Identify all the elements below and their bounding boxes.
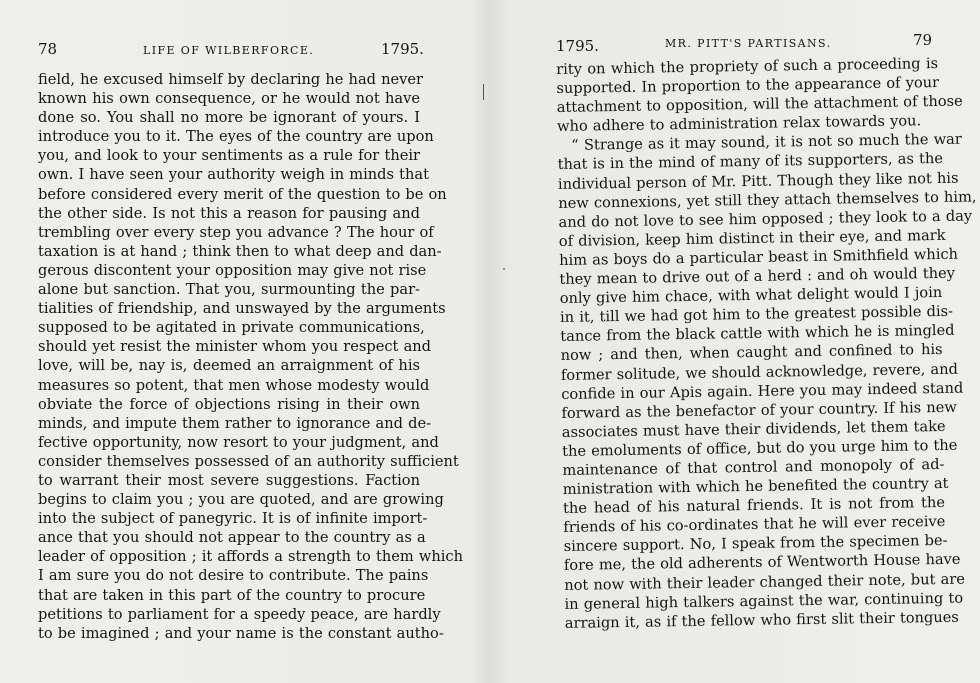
text-line: consider themselves possessed of an authority sufficient bbox=[38, 452, 459, 470]
text-line: and do not love to see him opposed ; they look to a day bbox=[558, 207, 973, 231]
text-line: to be imagined ; and your name is the constant autho- bbox=[38, 624, 444, 642]
text-line: you, and look to your sentiments as a rule for their bbox=[38, 147, 420, 165]
text-line: supposed to be agitated in private communications, bbox=[38, 319, 425, 337]
text-line: former solitude, we should acknowledge, revere, and bbox=[560, 360, 959, 384]
text-line: now ; and then, when caught and confined to his bbox=[560, 341, 943, 365]
right-page-number: 79 bbox=[913, 31, 933, 49]
text-line: love, will be, nay is, deemed an arraignment of his bbox=[38, 357, 420, 375]
right-page-header bbox=[492, 31, 980, 55]
text-line: into the subject of panegyric. It is of infinite import- bbox=[38, 510, 428, 528]
right-running-title: MR. PITT'S PARTISANS. bbox=[665, 37, 832, 50]
text-line: tialities of friendship, and unswayed by the arguments bbox=[38, 300, 446, 318]
right-header-year: 1795. bbox=[556, 37, 599, 55]
text-line: not now with their leader changed their note, but are bbox=[564, 570, 966, 594]
text-line: only give him chace, with what delight would I join bbox=[559, 284, 943, 308]
text-line: that is in the mind of many of its supporters, as the bbox=[557, 150, 944, 174]
text-line: him as boys do a particular beast in Smithfield which bbox=[559, 245, 959, 269]
text-line: known his own consequence, or he would not have bbox=[38, 90, 420, 108]
text-line: to warrant their most severe suggestions. Faction bbox=[38, 471, 420, 489]
text-line: begins to claim you ; you are quoted, and are growing bbox=[38, 491, 444, 509]
text-line: trembling over every step you advance ? The hour of bbox=[38, 223, 434, 241]
left-running-title: LIFE OF WILBERFORCE. bbox=[143, 44, 315, 57]
right-page bbox=[492, 0, 980, 683]
text-line: in general high talkers against the war, continuing to bbox=[564, 589, 964, 613]
text-line: sincere support. No, I speak from the specimen be- bbox=[563, 532, 948, 556]
text-line: “ Strange as it may sound, it is not so much the war bbox=[571, 131, 962, 155]
left-page bbox=[0, 0, 486, 683]
right-page-body bbox=[556, 54, 977, 633]
text-line: who adhere to administration relax towards you. bbox=[556, 112, 922, 136]
text-line: before considered every merit of the question to be on bbox=[38, 185, 447, 203]
text-line: associates must have their dividends, let them take bbox=[561, 417, 946, 441]
text-line: fective opportunity, now resort to your judgment, and bbox=[38, 433, 439, 451]
text-line: own. I have seen your authority weigh in minds that bbox=[38, 166, 429, 184]
text-line: fore me, the old adherents of Wentworth House have bbox=[563, 551, 961, 575]
text-line: supported. In proportion to the appearance of your bbox=[556, 74, 940, 98]
text-line: the other side. Is not this a reason for pausing and bbox=[38, 204, 420, 222]
text-line: maintenance of that control and monopoly of ad- bbox=[562, 455, 945, 479]
text-line: the emoluments of office, but do you urge him to the bbox=[562, 436, 958, 460]
left-header-year: 1795. bbox=[381, 40, 424, 58]
text-line: new connexions, yet still they attach themselves to him, bbox=[558, 188, 977, 212]
text-line: rity on which the propriety of such a proceeding is bbox=[556, 54, 939, 78]
text-line: petitions to parliament for a speedy peace, are hardly bbox=[38, 605, 441, 623]
left-page-number: 78 bbox=[38, 40, 58, 58]
text-line: in it, till we had got him to the greatest possible dis- bbox=[559, 303, 954, 327]
text-line: done so. You shall no more be ignorant of yours. I bbox=[38, 109, 420, 127]
text-line: taxation is at hand ; think then to what deep and dan- bbox=[38, 242, 442, 260]
text-line: measures so potent, that men whose modesty would bbox=[38, 376, 430, 394]
text-line: ance that you should not appear to the country as a bbox=[38, 529, 426, 547]
left-page-header bbox=[0, 40, 486, 60]
text-line: alone but sanction. That you, surmounting the par- bbox=[38, 281, 420, 299]
text-line: forward as the benefactor of your country. If his new bbox=[561, 398, 957, 422]
text-line: individual person of Mr. Pitt. Though they like not his bbox=[557, 169, 959, 193]
text-line: leader of opposition ; it affords a strength to them which bbox=[38, 548, 463, 566]
text-line: of division, keep him distinct in their eye, and mark bbox=[558, 226, 946, 250]
text-line: I am sure you do not desire to contribute. The pains bbox=[38, 567, 429, 585]
text-line: ministration with which he benefited the country at bbox=[562, 474, 949, 499]
text-line: minds, and impute them rather to ignorance and de- bbox=[38, 414, 432, 432]
text-line: that are taken in this part of the country to procure bbox=[38, 586, 426, 604]
text-line: tance from the black cattle with which he is mingled bbox=[560, 322, 955, 346]
text-line: field, he excused himself by declaring he had never bbox=[38, 71, 424, 88]
text-line: arraign it, as if the fellow who first slit their tongues bbox=[564, 608, 959, 632]
text-line: gerous discontent your opposition may give not rise bbox=[38, 261, 427, 279]
text-line: they mean to drive out of a herd : and oh would they bbox=[559, 264, 956, 289]
text-line: attachment to opposition, will the attachment of those bbox=[556, 92, 963, 117]
text-line: the head of his natural friends. It is not from the bbox=[562, 494, 946, 518]
left-page-body bbox=[38, 70, 463, 643]
text-line: friends of his co-ordinates that he will ever receive bbox=[563, 513, 946, 537]
text-line: confide in our Apis again. Here you may indeed stand bbox=[561, 379, 964, 403]
text-line: should yet resist the minister whom you respect and bbox=[38, 338, 432, 356]
text-line: introduce you to it. The eyes of the country are upon bbox=[38, 128, 434, 146]
text-line: obviate the force of objections rising in their own bbox=[38, 395, 420, 413]
gutter-mark bbox=[483, 84, 484, 100]
